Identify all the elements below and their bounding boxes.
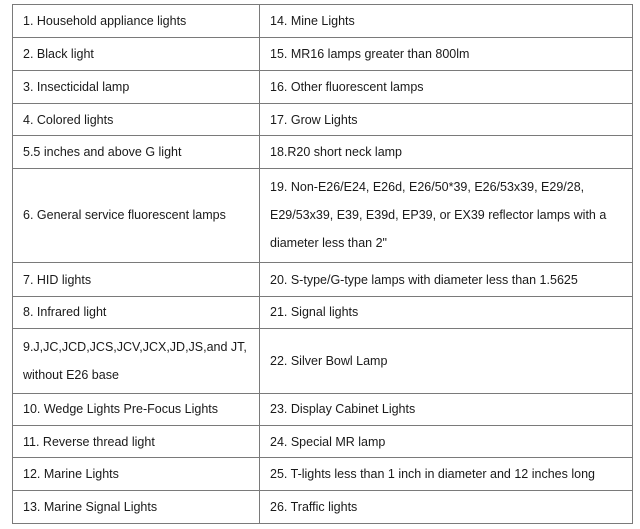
table-row [13, 263, 633, 296]
lamp-category-table [12, 4, 633, 524]
table-cell-right: 16. Other fluorescent lamps [260, 70, 633, 103]
table-cell-left: 13. Marine Signal Lights [13, 490, 260, 523]
table-cell-left: 2. Black light [13, 38, 260, 70]
table-cell-left: 11. Reverse thread light [13, 425, 260, 457]
table-cell-right: 19. Non-E26/E24, E26d, E26/50*39, E26/53x39, E29/28, E29/53x39, E39, E39d, EP39, or EX39 reflector lamps with a diameter less than 2" [260, 168, 633, 263]
table-row [13, 168, 633, 263]
table-cell-left: 9.J,JC,JCD,JCS,JCV,JCX,JD,JS,and JT, without E26 base [13, 329, 260, 394]
table-cell-right: 20. S-type/G-type lamps with diameter less than 1.5625 [260, 263, 633, 296]
table-cell-right: 21. Signal lights [260, 296, 633, 328]
table-cell-right: 17. Grow Lights [260, 103, 633, 135]
table-cell-left: 8. Infrared light [13, 296, 260, 328]
table-cell-left: 1. Household appliance lights [13, 5, 260, 38]
table-row [13, 70, 633, 103]
table-cell-right: 15. MR16 lamps greater than 800lm [260, 38, 633, 70]
table-row [13, 38, 633, 70]
table-row [13, 103, 633, 135]
table-cell-right: 14. Mine Lights [260, 5, 633, 38]
table-cell-left: 3. Insecticidal lamp [13, 70, 260, 103]
table-row [13, 329, 633, 394]
table-cell-left: 4. Colored lights [13, 103, 260, 135]
table-row [13, 458, 633, 490]
table-cell-right: 23. Display Cabinet Lights [260, 393, 633, 425]
table-row [13, 490, 633, 523]
table-cell-right: 18.R20 short neck lamp [260, 136, 633, 168]
table-cell-left: 12. Marine Lights [13, 458, 260, 490]
table-row [13, 393, 633, 425]
table-row [13, 296, 633, 328]
table-cell-right: 26. Traffic lights [260, 490, 633, 523]
table-cell-left: 7. HID lights [13, 263, 260, 296]
table-row [13, 5, 633, 38]
table-cell-right: 24. Special MR lamp [260, 425, 633, 457]
table-cell-right: 22. Silver Bowl Lamp [260, 329, 633, 394]
table-row [13, 425, 633, 457]
table-cell-left: 5.5 inches and above G light [13, 136, 260, 168]
table-cell-left: 10. Wedge Lights Pre-Focus Lights [13, 393, 260, 425]
lamp-category-table-container [12, 4, 630, 524]
table-cell-left: 6. General service fluorescent lamps [13, 168, 260, 263]
table-row [13, 136, 633, 168]
table-cell-right: 25. T-lights less than 1 inch in diameter and 12 inches long [260, 458, 633, 490]
